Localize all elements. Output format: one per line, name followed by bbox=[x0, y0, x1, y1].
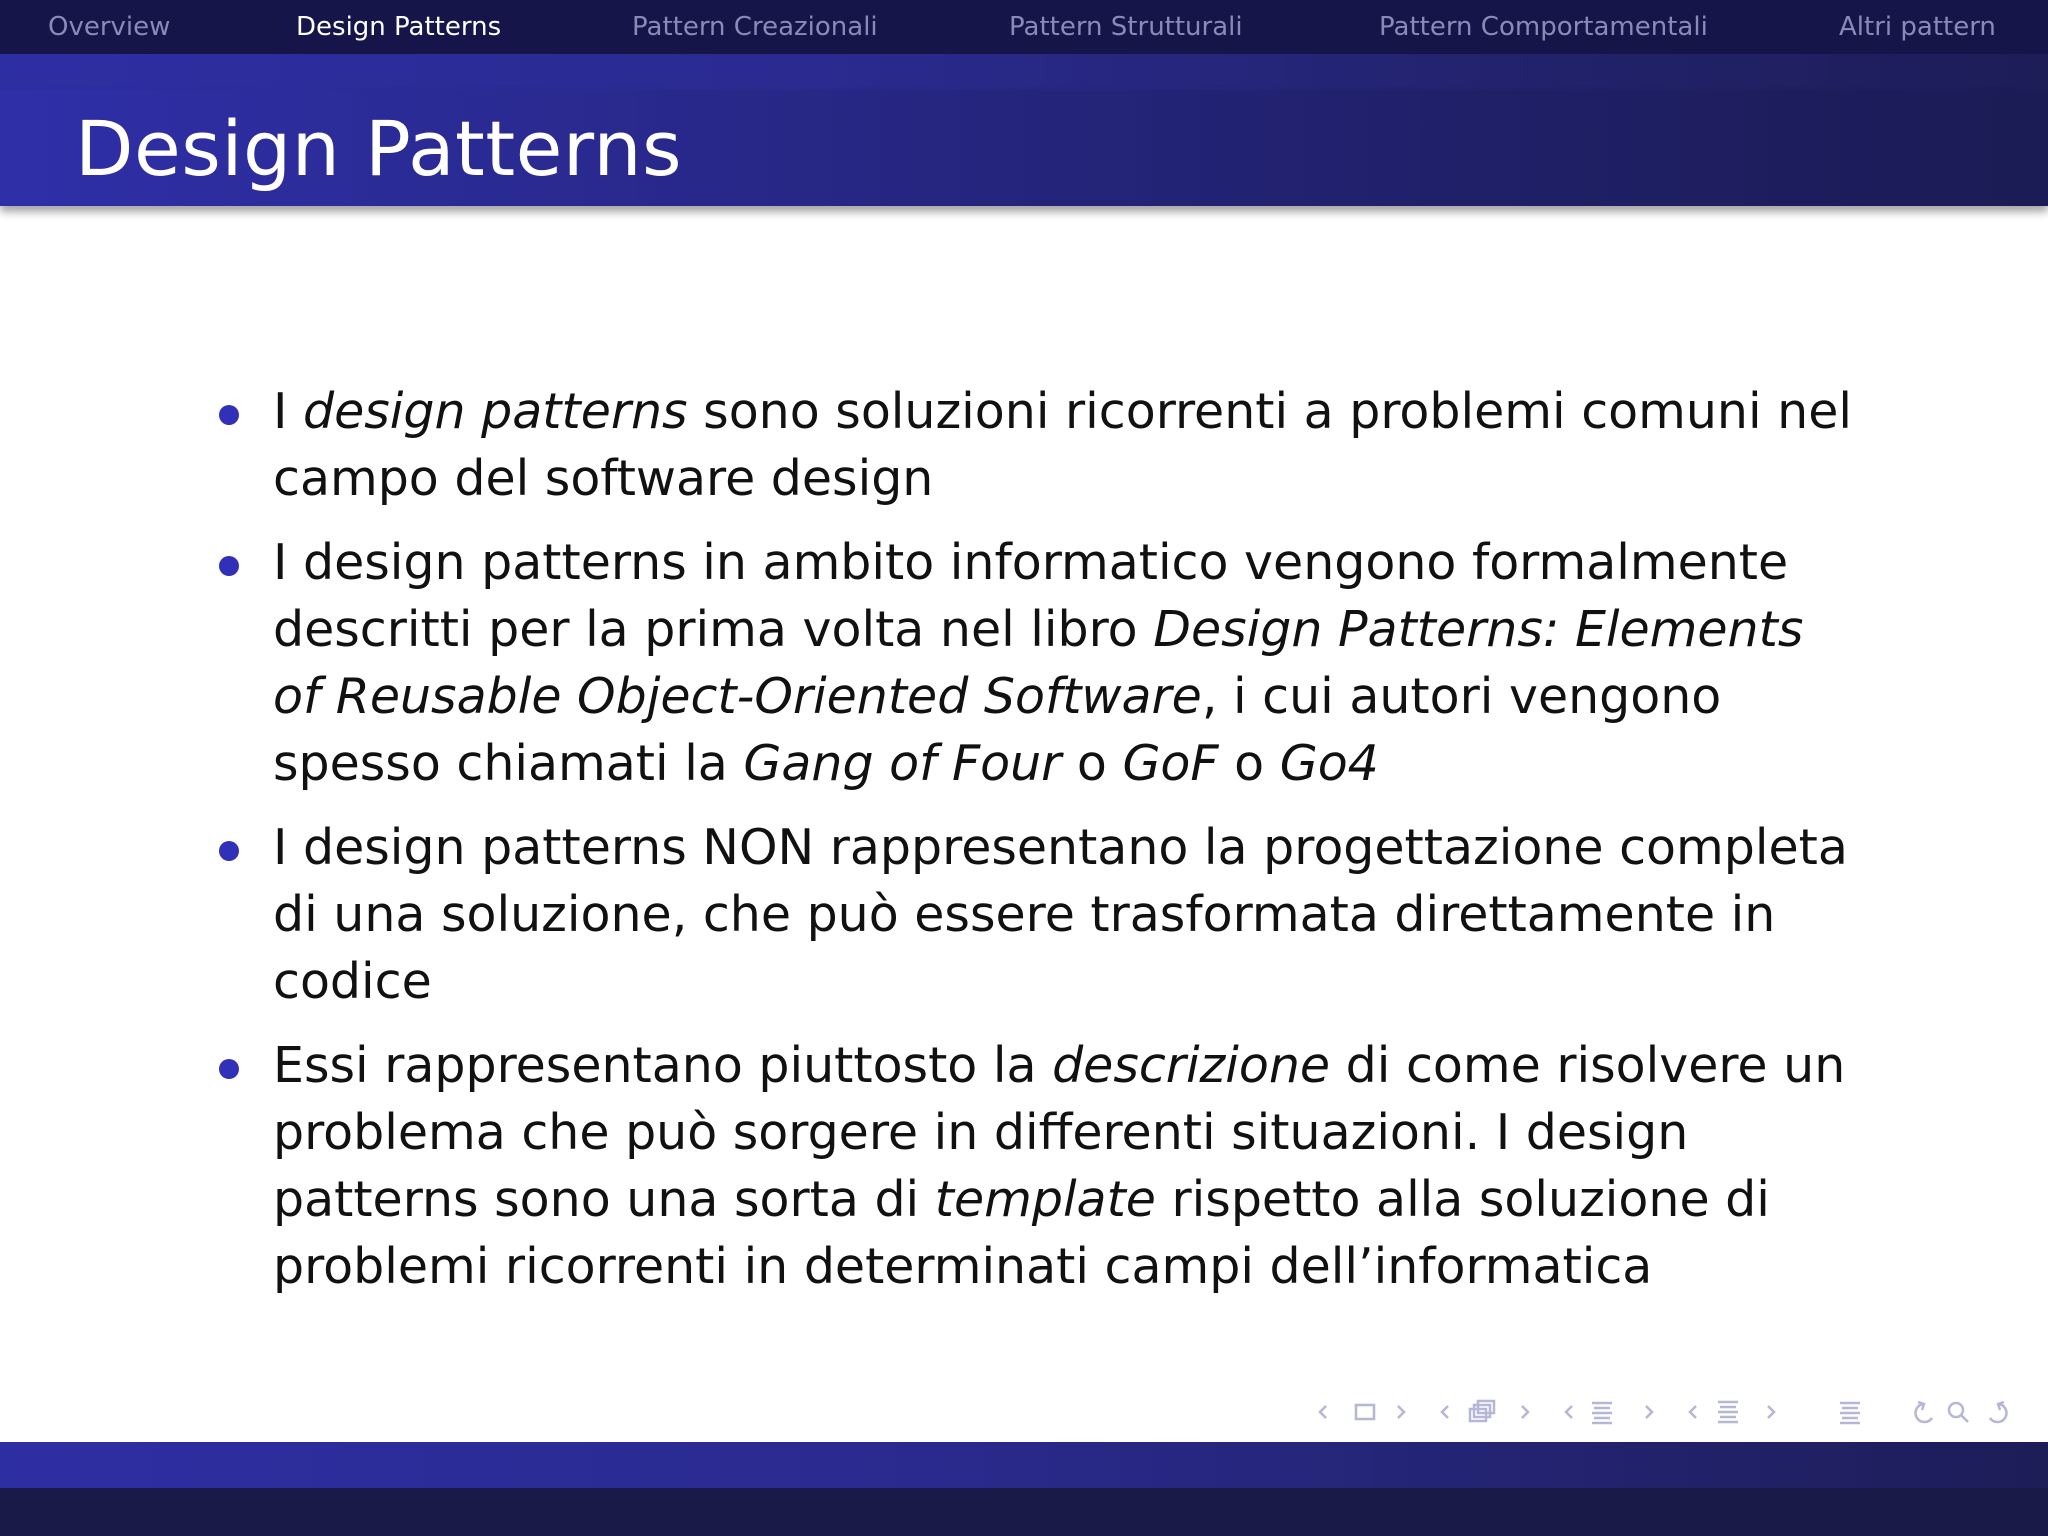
beamer-navigation-symbols bbox=[1312, 1394, 2032, 1430]
section-icon[interactable] bbox=[1840, 1403, 1860, 1423]
bullet-dot-icon bbox=[219, 556, 239, 576]
subsection-icon[interactable] bbox=[1470, 1401, 1494, 1421]
section-navigation-bar bbox=[0, 0, 2048, 54]
arrow-right-icon[interactable] bbox=[1398, 1406, 1404, 1418]
frame-icon[interactable] bbox=[1356, 1405, 1374, 1419]
frame-title-bar bbox=[0, 90, 2048, 206]
bullet-item: I design patterns sono soluzioni ricorrenti a problemi comuni nel campo del software design bbox=[273, 378, 1853, 512]
bullet-dot-icon bbox=[219, 405, 239, 425]
beamer-nav-svg bbox=[1312, 1394, 2032, 1430]
nav-item-pattern-creazionali[interactable]: Pattern Creazionali bbox=[632, 12, 878, 42]
footer-bar bbox=[0, 1488, 2048, 1536]
nav-item-altri-pattern[interactable]: Altri pattern bbox=[1839, 12, 1996, 42]
footer-band bbox=[0, 1442, 2048, 1488]
arrow-right-icon[interactable] bbox=[1646, 1406, 1652, 1418]
slide-content bbox=[0, 378, 2048, 1317]
nav-item-design-patterns[interactable]: Design Patterns bbox=[296, 12, 502, 42]
redo-icon[interactable] bbox=[1990, 1402, 2006, 1422]
bullet-dot-icon bbox=[219, 1059, 239, 1079]
bullet-item: I design patterns in ambito informatico vengono formalmente descritti per la prima volta nel libro Design Patterns: Elements of Reusable Object-Oriented Software, i cui autori vengono spesso chiamati la Gang of Four o GoF o Go4 bbox=[273, 529, 1853, 797]
nav-item-pattern-comportamentali[interactable]: Pattern Comportamentali bbox=[1379, 12, 1708, 42]
search-icon[interactable] bbox=[1949, 1403, 1968, 1422]
nav-item-overview[interactable]: Overview bbox=[48, 12, 171, 42]
arrow-left-icon[interactable] bbox=[1690, 1406, 1696, 1418]
undo-icon[interactable] bbox=[1916, 1402, 1932, 1422]
arrow-left-icon[interactable] bbox=[1320, 1406, 1326, 1418]
frame-title: Design Patterns bbox=[75, 104, 683, 193]
arrow-left-icon[interactable] bbox=[1566, 1406, 1572, 1418]
bullet-dot-icon bbox=[219, 841, 239, 861]
arrow-right-icon[interactable] bbox=[1522, 1406, 1528, 1418]
arrow-right-icon[interactable] bbox=[1768, 1406, 1774, 1418]
document-icon[interactable] bbox=[1718, 1402, 1738, 1422]
arrow-left-icon[interactable] bbox=[1442, 1406, 1448, 1418]
nav-item-pattern-strutturali[interactable]: Pattern Strutturali bbox=[1009, 12, 1243, 42]
bullet-item: Essi rappresentano piuttosto la descrizione di come risolvere un problema che può sorgere in differenti situazioni. I design patterns sono una sorta di template rispetto alla soluzione di problemi ricorrenti in determinati campi dell’informatica bbox=[273, 1032, 1853, 1300]
header-band bbox=[0, 54, 2048, 94]
bullet-item: I design patterns NON rappresentano la progettazione completa di una soluzione, che può essere trasformata direttamente in codice bbox=[273, 814, 1853, 1015]
section-icon[interactable] bbox=[1592, 1403, 1612, 1423]
